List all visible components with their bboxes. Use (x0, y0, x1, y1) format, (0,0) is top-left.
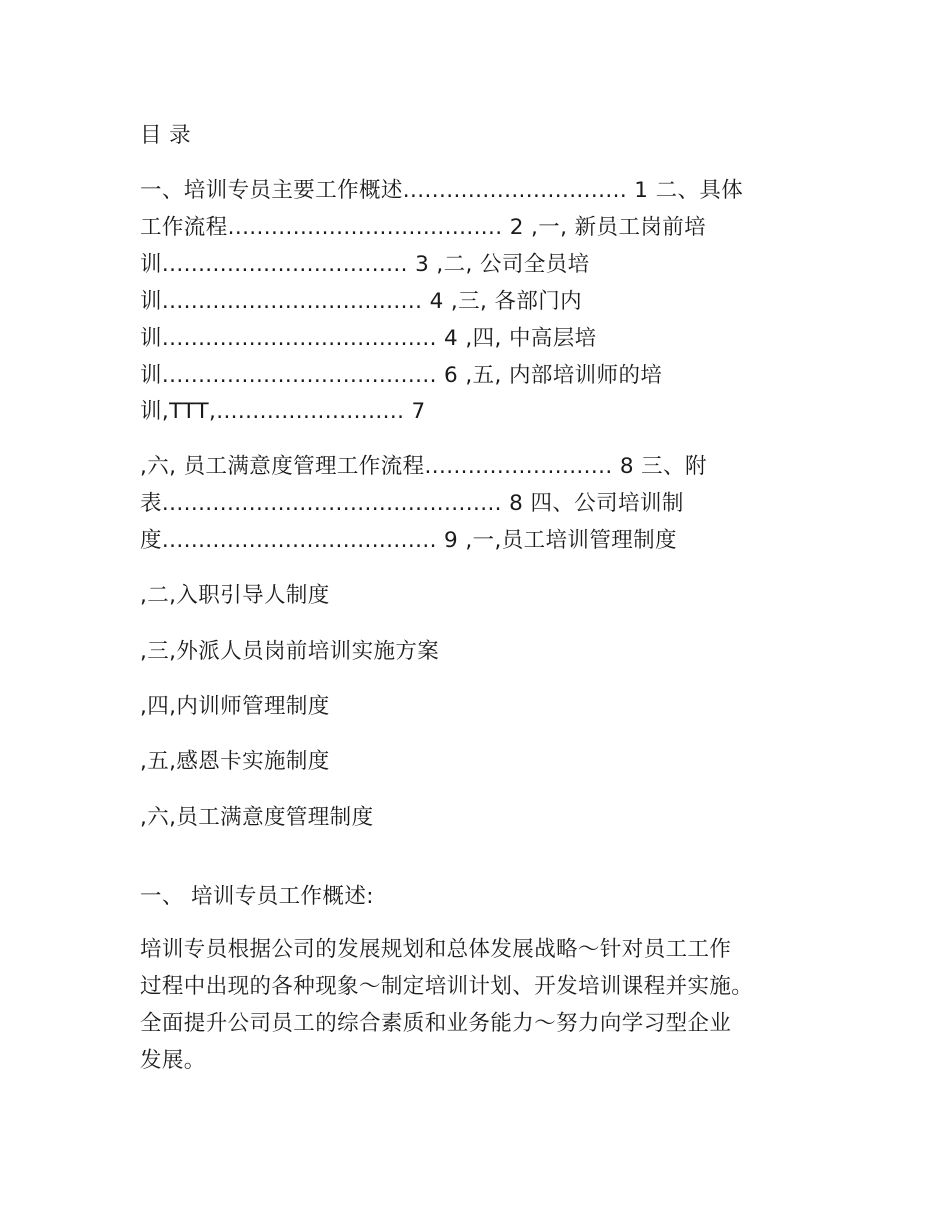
toc-line: ,六, 员工满意度管理工作流程.......................... 8 三、附 (140, 454, 707, 479)
toc-line: 训...................................... 4 ,四, 中高层培 (140, 326, 597, 351)
body-paragraph-line: 全面提升公司员工的综合素质和业务能力～努力向学习型企业 (140, 1011, 732, 1036)
body-paragraph-line: 过程中出现的各种现象～制定培训计划、开发培训课程并实施。 (140, 974, 754, 999)
toc-line: 度...................................... 9 ,一,员工培训管理制度 (140, 528, 677, 553)
toc-line: 训.................................... 4 ,三, 各部门内 (140, 289, 583, 314)
toc-line: 训.................................. 3 ,二, 公司全员培 (140, 252, 590, 277)
policy-item: ,四,内训师管理制度 (140, 694, 330, 719)
toc-line: 训...................................... 6 ,五, 内部培训师的培 (140, 363, 663, 388)
toc-line: 训,TTT,.......................... 7 (140, 399, 426, 424)
toc-line: 表............................................... 8 四、公司培训制 (140, 491, 684, 516)
policy-item: ,二,入职引导人制度 (140, 583, 330, 608)
toc-line: 工作流程...................................... 2 ,一, 新员工岗前培 (140, 215, 707, 240)
policy-item: ,五,感恩卡实施制度 (140, 749, 330, 774)
body-paragraph-line: 培训专员根据公司的发展规划和总体发展战略～针对员工工作 (140, 937, 732, 962)
policy-item: ,六,员工满意度管理制度 (140, 805, 374, 830)
toc-title: 目 录 (140, 123, 192, 148)
section-heading: 一、 培训专员工作概述: (140, 884, 374, 909)
body-paragraph-line: 发展。 (140, 1048, 206, 1073)
toc-line: 一、培训专员主要工作概述............................... 1 二、具体 (140, 178, 744, 203)
policy-item: ,三,外派人员岗前培训实施方案 (140, 639, 440, 664)
